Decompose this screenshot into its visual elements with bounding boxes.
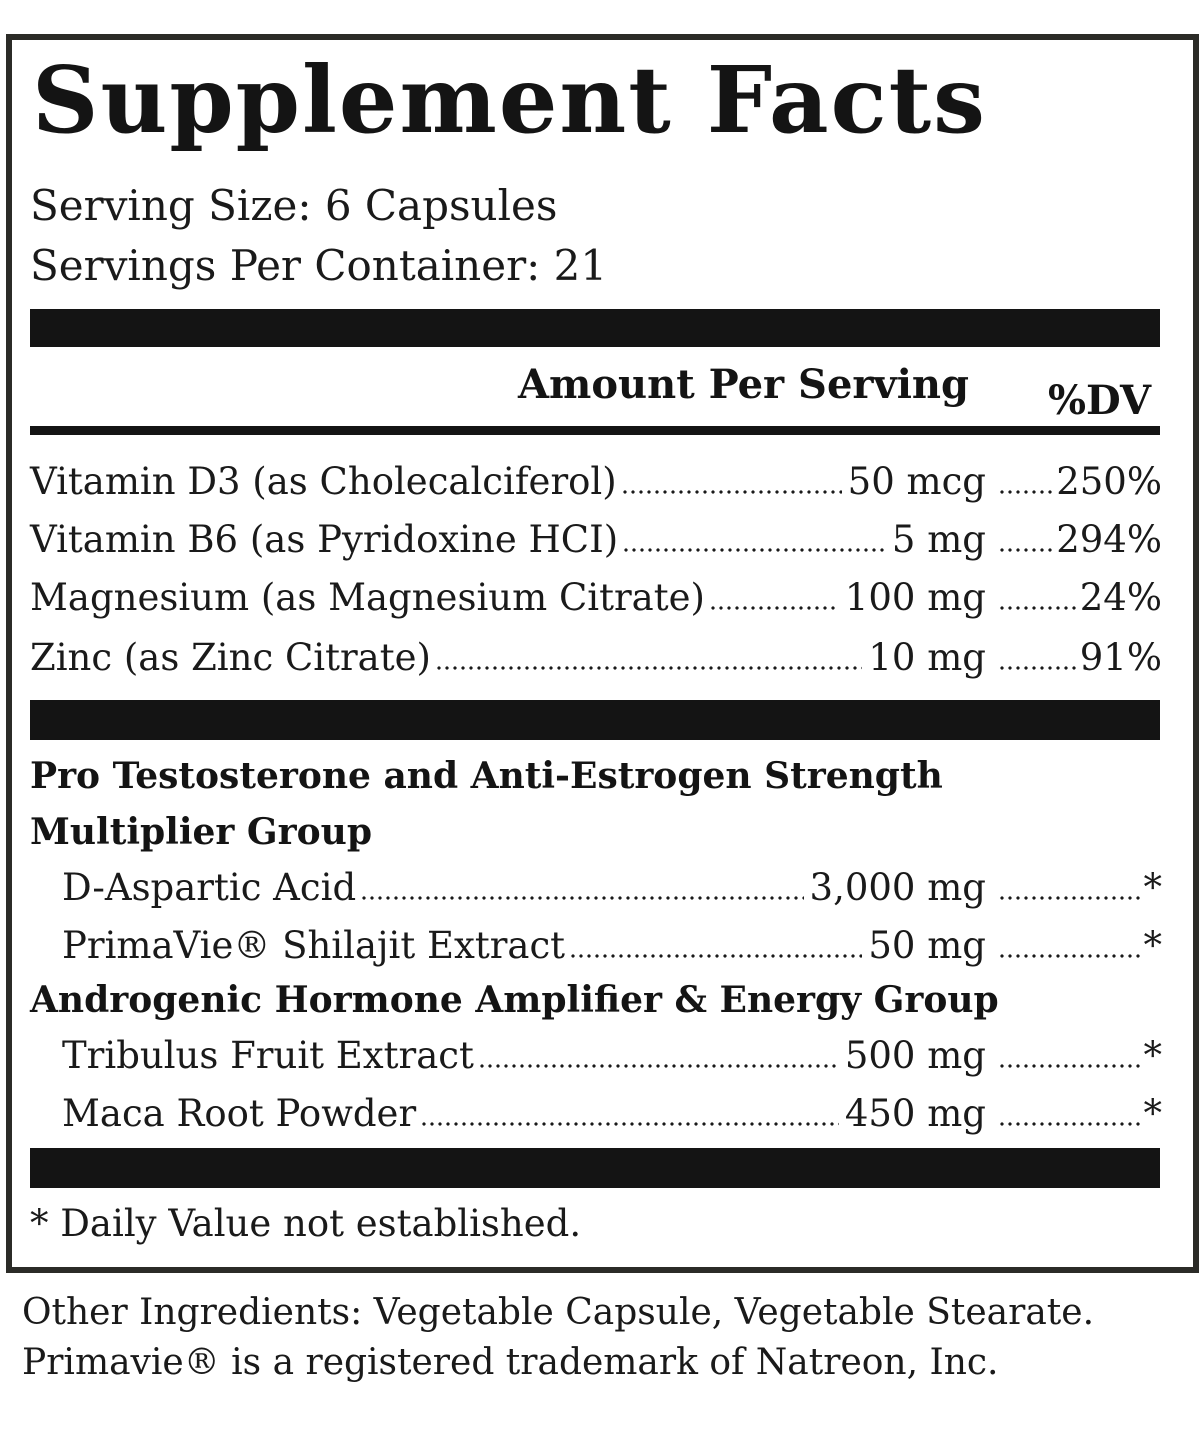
dot-leader — [998, 548, 1054, 552]
nutrient-dv: 24% — [1079, 576, 1162, 619]
dot-leader — [435, 666, 862, 670]
nutrient-amount: 50 mcg — [847, 460, 986, 503]
nutrient-row — [30, 454, 1162, 510]
ingredient-name: D-Aspartic Acid — [62, 866, 357, 909]
dot-leader — [709, 606, 839, 610]
ingredient-name: Tribulus Fruit Extract — [62, 1034, 474, 1077]
nutrient-name: Magnesium (as Magnesium Citrate) — [30, 576, 705, 619]
servings-per-container: Servings Per Container: 21 — [30, 241, 608, 290]
dot-leader — [998, 1122, 1142, 1126]
daily-value-footnote: * Daily Value not established. — [30, 1202, 582, 1245]
nutrient-dv: 294% — [1056, 518, 1162, 561]
dot-leader — [621, 490, 842, 494]
other-ingredients: Other Ingredients: Vegetable Capsule, Vegetable Stearate. — [22, 1292, 1095, 1333]
dot-leader — [998, 1064, 1142, 1068]
dot-leader — [998, 606, 1078, 610]
ingredient-name: PrimaVie® Shilajit Extract — [62, 924, 566, 967]
nutrient-name: Zinc (as Zinc Citrate) — [30, 636, 431, 679]
group-title: Pro Testosterone and Anti-Estrogen Strength — [30, 755, 943, 797]
nutrient-row — [30, 512, 1162, 568]
nutrient-name: Vitamin B6 (as Pyridoxine HCI) — [30, 518, 619, 561]
dot-leader — [569, 954, 862, 958]
dot-leader — [998, 896, 1142, 900]
dot-leader — [420, 1122, 839, 1126]
ingredient-dv: * — [1143, 1034, 1162, 1077]
thick-divider — [30, 700, 1160, 740]
ingredient-amount: 3,000 mg — [809, 866, 986, 909]
ingredient-row — [62, 918, 1162, 974]
amount-per-serving-header: Amount Per Serving — [518, 361, 969, 408]
nutrient-row — [30, 570, 1162, 626]
trademark-notice: Primavie® is a registered trademark of Natreon, Inc. — [22, 1342, 999, 1383]
dot-leader — [998, 666, 1078, 670]
group-title: Androgenic Hormone Amplifier & Energy Group — [30, 979, 999, 1021]
dot-leader — [360, 896, 804, 900]
nutrient-amount: 10 mg — [868, 636, 986, 679]
nutrient-dv: 250% — [1056, 460, 1162, 503]
ingredient-dv: * — [1143, 924, 1162, 967]
ingredient-row — [62, 860, 1162, 916]
dot-leader — [998, 954, 1142, 958]
dot-leader — [478, 1064, 839, 1068]
serving-size: Serving Size: 6 Capsules — [30, 181, 558, 230]
panel-title: Supplement Facts — [32, 46, 987, 154]
group-title: Multiplier Group — [30, 811, 372, 853]
thick-divider — [30, 309, 1160, 347]
nutrient-row — [30, 630, 1162, 686]
thick-divider — [30, 1148, 1160, 1188]
header-divider — [30, 426, 1160, 435]
ingredient-amount: 500 mg — [844, 1034, 986, 1077]
ingredient-row — [62, 1086, 1162, 1142]
nutrient-name: Vitamin D3 (as Cholecalciferol) — [30, 460, 617, 503]
dot-leader — [998, 490, 1054, 494]
ingredient-name: Maca Root Powder — [62, 1092, 417, 1135]
ingredient-amount: 50 mg — [868, 924, 986, 967]
ingredient-dv: * — [1143, 866, 1162, 909]
nutrient-amount: 100 mg — [844, 576, 986, 619]
dv-header: %DV — [1048, 377, 1152, 424]
dot-leader — [622, 548, 886, 552]
nutrient-amount: 5 mg — [891, 518, 986, 561]
ingredient-dv: * — [1143, 1092, 1162, 1135]
nutrient-dv: 91% — [1079, 636, 1162, 679]
ingredient-row — [62, 1028, 1162, 1084]
ingredient-amount: 450 mg — [844, 1092, 986, 1135]
